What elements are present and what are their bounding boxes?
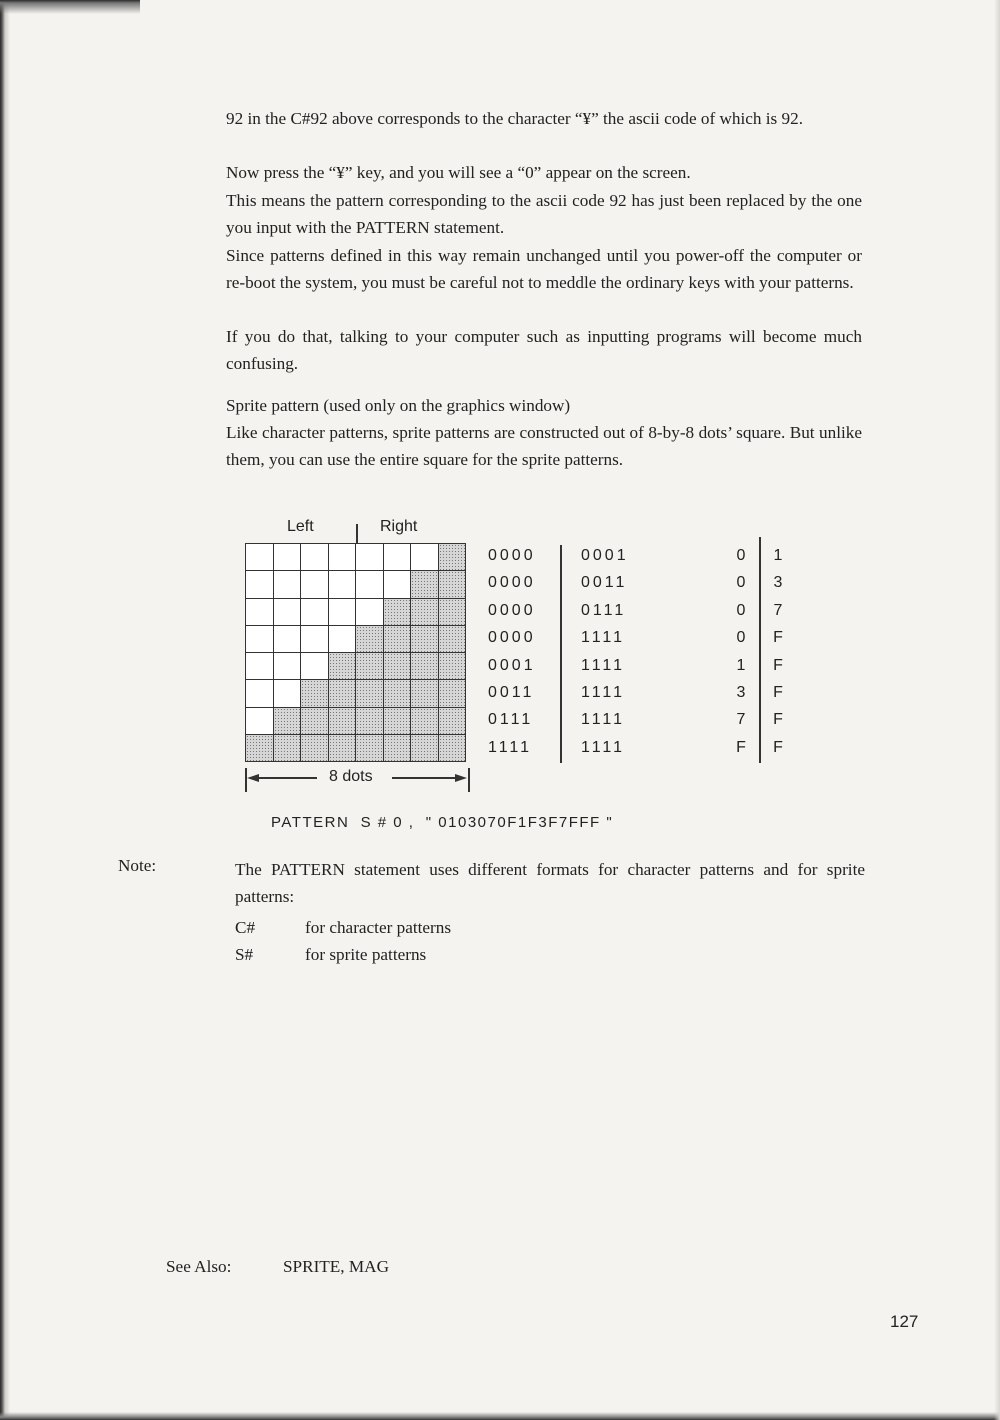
dot-cell bbox=[273, 652, 301, 679]
dot-cell bbox=[438, 570, 466, 597]
note-text: The PATTERN statement uses different formats for character patterns and for sprite patterns: bbox=[235, 860, 865, 907]
dot-cell bbox=[245, 679, 273, 706]
dot-cell bbox=[300, 707, 328, 734]
page-right-edge bbox=[994, 0, 1000, 1420]
hex-high-digit: 0 bbox=[736, 629, 746, 647]
dot-cell bbox=[328, 625, 356, 652]
dot-cell bbox=[383, 543, 411, 570]
left-bits: 0011 bbox=[488, 684, 535, 701]
hex-low-digit: 3 bbox=[773, 574, 783, 592]
dot-cell bbox=[410, 543, 438, 570]
dot-cell bbox=[245, 625, 273, 652]
dot-cell bbox=[273, 734, 301, 761]
dot-cell bbox=[300, 679, 328, 706]
dot-cell bbox=[328, 734, 356, 761]
dot-cell bbox=[273, 543, 301, 570]
dot-cell bbox=[245, 707, 273, 734]
dot-cell bbox=[383, 598, 411, 625]
hex-high-digit: 1 bbox=[736, 656, 746, 674]
dot-cell bbox=[245, 598, 273, 625]
arrow-right-icon bbox=[455, 774, 467, 782]
page-bottom-edge bbox=[0, 1412, 1000, 1420]
hex-low-digit: 1 bbox=[773, 547, 783, 564]
bits-column-divider bbox=[560, 545, 562, 763]
paragraph-ascii-92: 92 in the C#92 above corresponds to the character “¥” the ascii code of which is 92. bbox=[226, 109, 804, 128]
hex-high-digit: 0 bbox=[736, 574, 746, 592]
dimension-right-tick bbox=[468, 768, 470, 792]
dot-cell bbox=[273, 598, 301, 625]
hex-low-digit: F bbox=[773, 711, 783, 729]
hex-high-digit: 0 bbox=[736, 601, 746, 619]
pattern-statement-caption: PATTERN S # 0 , " 0103070F1F3F7FFF " bbox=[271, 814, 614, 831]
paragraph-press-key: Now press the “¥” key, and you will see a “0” appear on the screen. bbox=[226, 163, 691, 182]
hex-low-digit: F bbox=[773, 684, 783, 701]
paragraph-confusing: If you do that, talking to your computer such as inputting programs will become much confusing. bbox=[226, 327, 862, 374]
dot-cell bbox=[300, 652, 328, 679]
left-bits: 0000 bbox=[488, 629, 536, 647]
left-bits: 0000 bbox=[488, 601, 536, 619]
dimension-label: 8 dots bbox=[329, 768, 373, 785]
dot-cell bbox=[438, 598, 466, 625]
dot-cell bbox=[328, 652, 356, 679]
right-label: Right bbox=[380, 518, 418, 535]
dot-cell bbox=[355, 598, 383, 625]
hex-high-digit: 7 bbox=[736, 711, 746, 729]
dot-cell bbox=[273, 625, 301, 652]
dot-cell bbox=[328, 570, 356, 597]
dot-cell bbox=[355, 679, 383, 706]
page-number: 127 bbox=[890, 1312, 919, 1331]
dot-cell bbox=[355, 570, 383, 597]
dot-cell bbox=[300, 625, 328, 652]
right-bits: 1111 bbox=[581, 629, 626, 647]
hex-high-digit: F bbox=[736, 738, 746, 756]
dot-cell bbox=[410, 734, 438, 761]
dot-cell bbox=[355, 625, 383, 652]
paragraph-pattern-replaced: This means the pattern corresponding to the ascii code 92 has just been replaced by the one you input with the PATTERN statement. bbox=[226, 191, 862, 238]
hex-high-digit: 3 bbox=[736, 684, 746, 701]
dot-cell bbox=[410, 598, 438, 625]
dot-cell bbox=[273, 707, 301, 734]
dot-cell bbox=[383, 570, 411, 597]
dot-cell bbox=[300, 543, 328, 570]
dot-cell bbox=[355, 707, 383, 734]
dot-cell bbox=[410, 652, 438, 679]
dot-cell bbox=[355, 543, 383, 570]
dot-cell bbox=[300, 734, 328, 761]
hex-low-digit: F bbox=[773, 738, 783, 756]
dot-cell bbox=[438, 625, 466, 652]
note-item-code: S# bbox=[235, 945, 254, 964]
dot-cell bbox=[383, 679, 411, 706]
dot-cell bbox=[410, 625, 438, 652]
page-binding-edge bbox=[0, 0, 10, 1420]
dot-cell bbox=[328, 543, 356, 570]
dot-cell bbox=[410, 707, 438, 734]
dot-cell bbox=[355, 652, 383, 679]
note-item-code: C# bbox=[235, 918, 256, 937]
dot-cell bbox=[328, 707, 356, 734]
dot-cell bbox=[438, 707, 466, 734]
see-also-label: See Also: bbox=[166, 1257, 232, 1276]
hex-column-divider bbox=[759, 537, 761, 763]
left-bits: 0001 bbox=[488, 656, 536, 674]
dot-cell bbox=[410, 679, 438, 706]
dot-cell bbox=[245, 543, 273, 570]
dot-cell bbox=[383, 652, 411, 679]
dot-grid bbox=[245, 543, 466, 762]
hex-high-digit: 0 bbox=[736, 547, 746, 564]
dot-cell bbox=[245, 652, 273, 679]
dot-cell bbox=[328, 679, 356, 706]
left-right-divider-tick bbox=[356, 524, 358, 544]
right-bits: 0011 bbox=[581, 574, 628, 592]
paragraph-sprite-description: Like character patterns, sprite patterns are constructed out of 8-by-8 dots’ square. But unlike them, you can use the entire square for the sprite patterns. bbox=[226, 423, 862, 470]
see-also-links: SPRITE, MAG bbox=[283, 1257, 390, 1276]
dot-cell bbox=[328, 598, 356, 625]
paragraph-patterns-unchanged: Since patterns defined in this way remain unchanged until you power-off the computer or re-boot the system, you must be careful not to meddle the ordinary keys with your patterns. bbox=[226, 246, 862, 293]
dimension-line-left bbox=[257, 777, 317, 779]
note-item-desc: for sprite patterns bbox=[305, 945, 427, 964]
left-bits: 0000 bbox=[488, 574, 536, 592]
dot-cell bbox=[355, 734, 383, 761]
left-bits: 1111 bbox=[488, 738, 533, 756]
left-bits: 0111 bbox=[488, 711, 534, 729]
dot-cell bbox=[410, 570, 438, 597]
note-item-desc: for character patterns bbox=[305, 918, 452, 937]
page-top-edge bbox=[0, 0, 140, 14]
dot-cell bbox=[273, 679, 301, 706]
dot-cell bbox=[273, 570, 301, 597]
section-heading-sprite-pattern: Sprite pattern (used only on the graphics window) bbox=[226, 396, 571, 415]
dot-cell bbox=[438, 679, 466, 706]
right-bits: 1111 bbox=[581, 684, 626, 701]
hex-low-digit: 7 bbox=[773, 601, 783, 619]
dot-cell bbox=[438, 543, 466, 570]
dot-cell bbox=[383, 734, 411, 761]
hex-low-digit: F bbox=[773, 656, 783, 674]
right-bits: 0111 bbox=[581, 601, 627, 619]
dot-cell bbox=[438, 734, 466, 761]
note-label: Note: bbox=[118, 856, 157, 875]
dimension-line-right bbox=[392, 777, 458, 779]
dot-cell bbox=[300, 598, 328, 625]
dot-cell bbox=[383, 625, 411, 652]
dot-cell bbox=[438, 652, 466, 679]
dot-cell bbox=[245, 734, 273, 761]
dot-cell bbox=[245, 570, 273, 597]
left-label: Left bbox=[287, 518, 314, 535]
right-bits: 0001 bbox=[581, 547, 629, 564]
dot-cell bbox=[300, 570, 328, 597]
right-bits: 1111 bbox=[581, 656, 626, 674]
right-bits: 1111 bbox=[581, 738, 626, 756]
hex-low-digit: F bbox=[773, 629, 783, 647]
left-bits: 0000 bbox=[488, 547, 536, 564]
dot-cell bbox=[383, 707, 411, 734]
right-bits: 1111 bbox=[581, 711, 626, 729]
